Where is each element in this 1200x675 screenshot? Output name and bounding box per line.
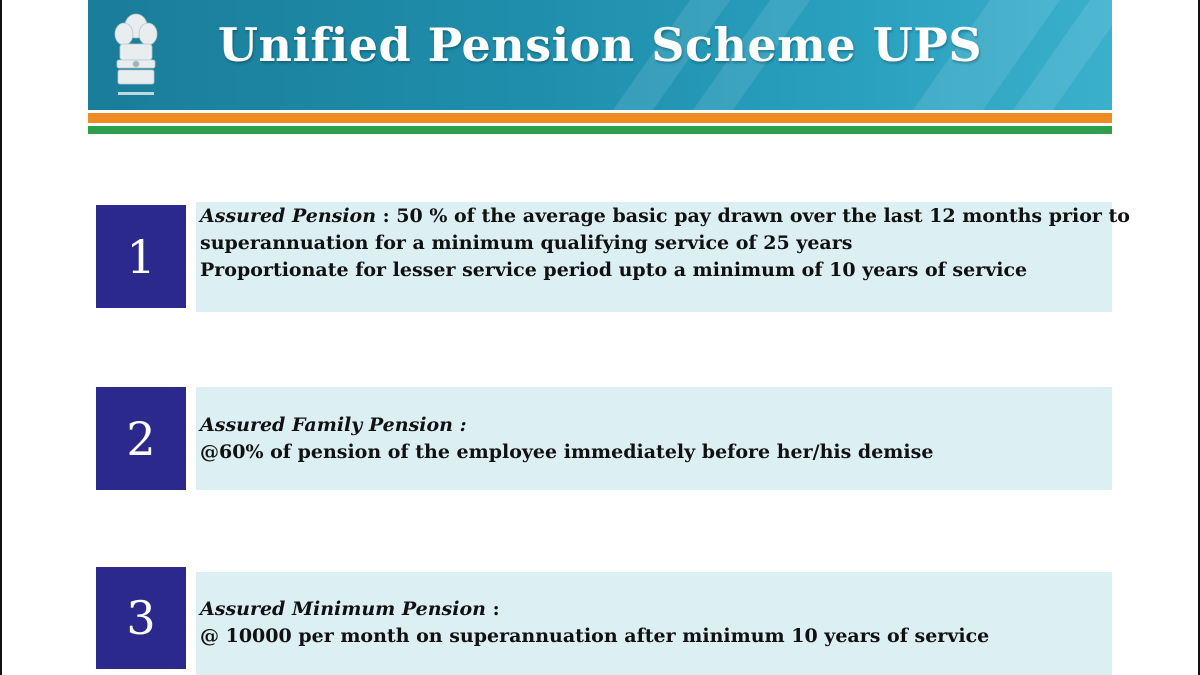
item-lead: Assured Family Pension : (200, 414, 467, 436)
item-line: Proportionate for lesser service period upto a minimum of 10 years of service (200, 259, 1028, 281)
frame-left-border (0, 0, 2, 675)
item-lead: Assured Pension (200, 205, 377, 227)
item-card (196, 202, 1130, 312)
item-line: superannuation for a minimum qualifying service of 25 years (200, 232, 853, 254)
item-number-badge: 3 (96, 567, 186, 669)
item-card (196, 572, 1112, 675)
item-line: @60% of pension of the employee immediately before her/his demise (200, 441, 934, 463)
item-lead-suffix: : (485, 598, 500, 620)
item-lead: Assured Minimum Pension (200, 598, 486, 620)
item-line (200, 203, 1130, 230)
stripe-orange (88, 113, 1112, 123)
page-title: Unified Pension Scheme UPS (217, 18, 983, 72)
item-lead-suffix: : 50 % of the average basic pay drawn over the last 12 months prior to (376, 205, 1130, 227)
stripe-green (88, 126, 1112, 134)
item-line: @ 10000 per month on superannuation after minimum 10 years of service (200, 625, 990, 647)
item-card (196, 387, 1112, 490)
item-number-badge: 2 (96, 387, 186, 490)
item-line (200, 412, 1112, 439)
item-number-badge: 1 (96, 205, 186, 308)
item-line (200, 596, 1112, 623)
